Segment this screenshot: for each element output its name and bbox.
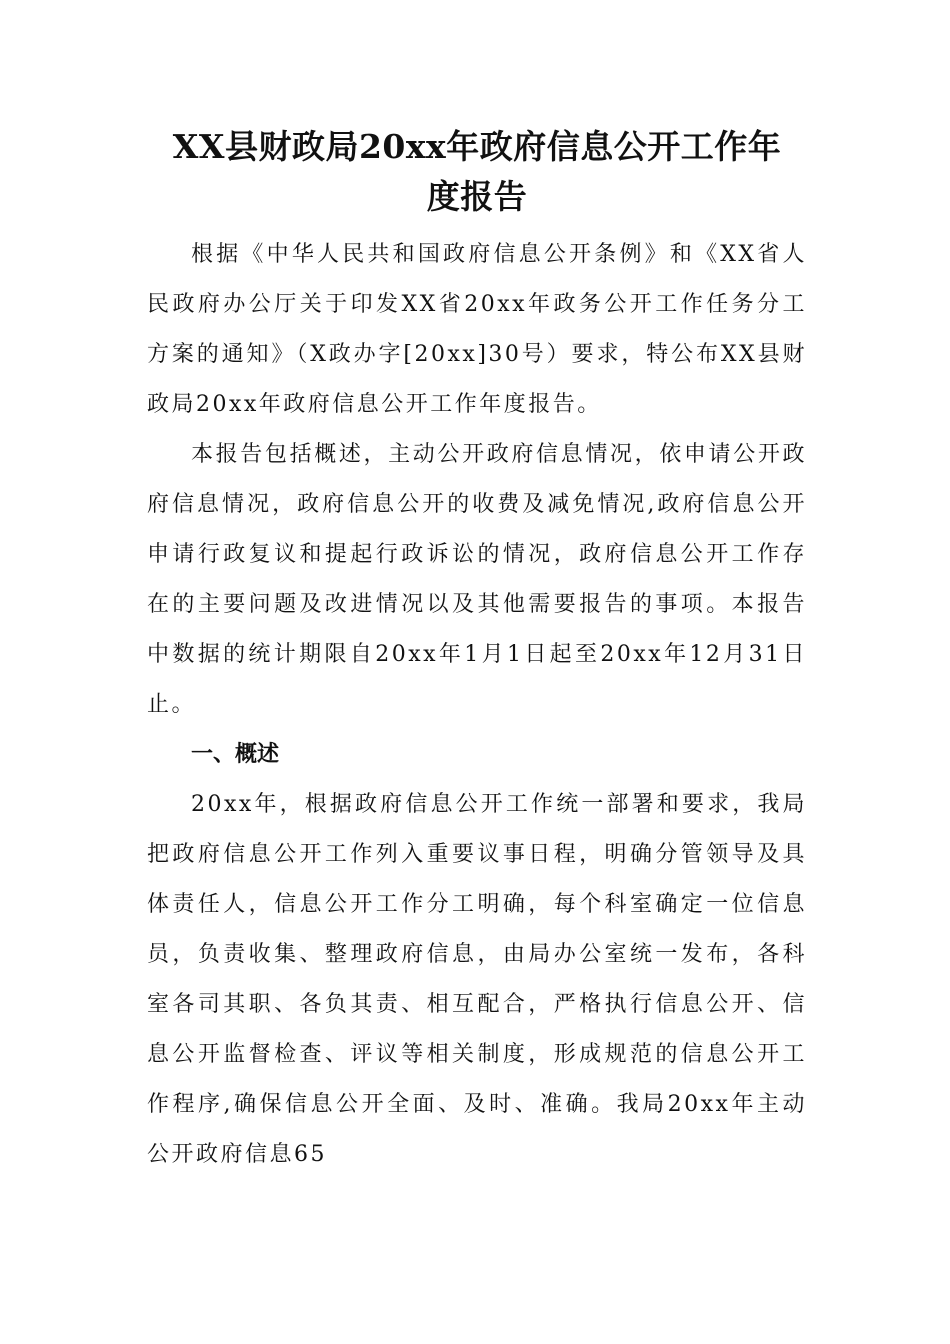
overview-paragraph: 20xx年，根据政府信息公开工作统一部署和要求，我局把政府信息公开工作列入重要议事日程，明确分管领导及具体责任人，信息公开工作分工明确，每个科室确定一位信息员，负责收集、整理政府信息，由局办公室统一发布，各科室各司其职、各负其责、相互配合，严格执行信息公开、信息公开监督检查、评议等相关制度，形成规范的信息公开工作程序,确保信息公开全面、及时、准确。我局20xx年主动公开政府信息65 <box>147 792 807 1167</box>
scope-paragraph: 本报告包括概述，主动公开政府信息情况，依申请公开政府信息情况，政府信息公开的收费及减免情况,政府信息公开申请行政复议和提起行政诉讼的情况，政府信息公开工作存在的主要问题及改进情况以及其他需要报告的事项。本报告中数据的统计期限自20xx年1月1日起至20xx年12月31日止。 <box>147 442 807 717</box>
intro-paragraph: 根据《中华人民共和国政府信息公开条例》和《XX省人民政府办公厅关于印发XX省20xx年政务公开工作任务分工方案的通知》（X政办字[20xx]30号）要求，特公布XX县财政局20xx年政府信息公开工作年度报告。 <box>147 242 807 417</box>
document-page <box>147 122 807 1180</box>
section-heading-overview: 一、概述 <box>191 742 280 767</box>
title-line-1: XX县财政局20xx年政府信息公开工作年 <box>172 127 782 166</box>
document-title <box>147 122 807 222</box>
title-line-2: 度报告 <box>426 177 528 216</box>
